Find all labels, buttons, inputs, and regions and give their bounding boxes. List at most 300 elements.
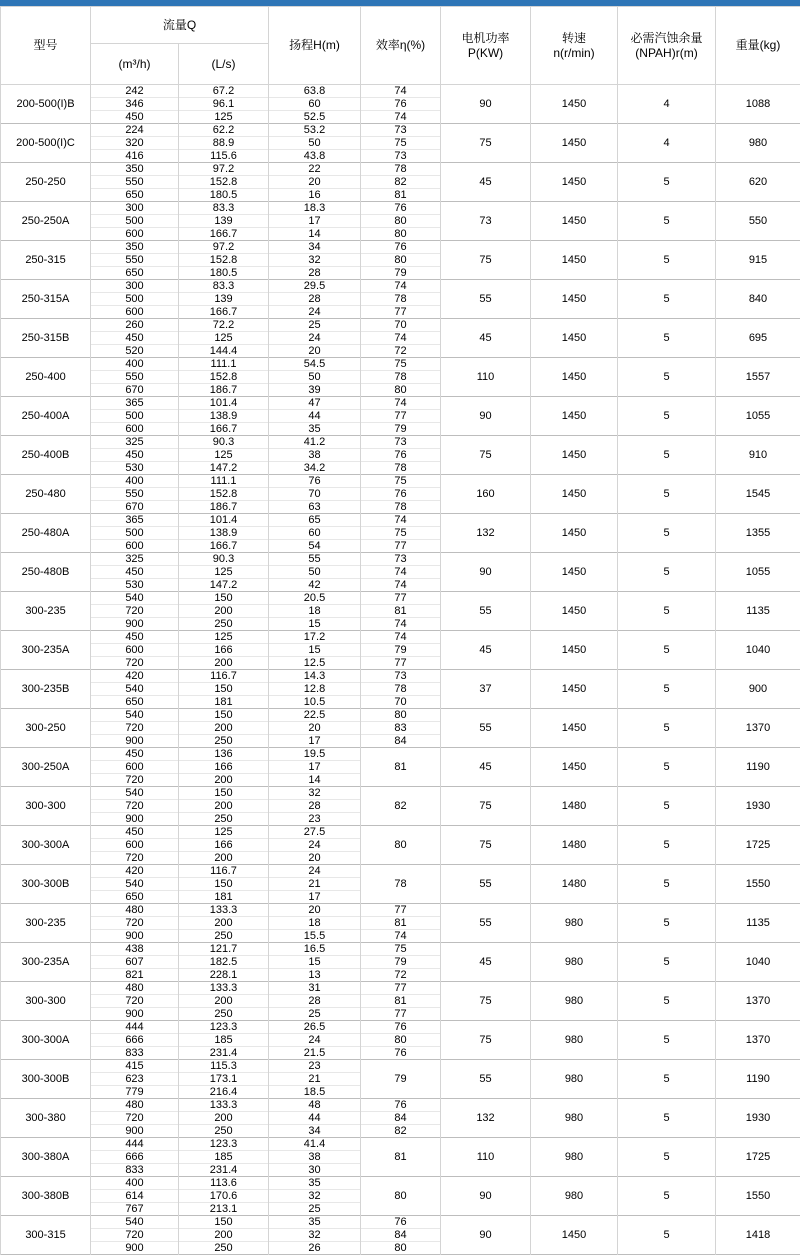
flow-ls-cell: 150 (179, 878, 269, 891)
head-cell: 12.5 (269, 657, 361, 670)
flow-ls-cell: 152.8 (179, 488, 269, 501)
flow-m3h-cell: 300 (91, 202, 179, 215)
table-header (1, 7, 800, 85)
head-cell: 50 (269, 566, 361, 579)
head-cell: 25 (269, 319, 361, 332)
power-cell: 132 (441, 514, 531, 553)
model-cell: 300-235 (1, 592, 91, 631)
flow-m3h-cell: 480 (91, 904, 179, 917)
flow-m3h-cell: 550 (91, 488, 179, 501)
flow-ls-cell: 200 (179, 774, 269, 787)
flow-m3h-cell: 720 (91, 852, 179, 865)
head-cell: 20 (269, 852, 361, 865)
speed-cell: 980 (531, 904, 618, 943)
flow-ls-cell: 231.4 (179, 1164, 269, 1177)
npsh-cell: 5 (618, 319, 716, 358)
head-cell: 22.5 (269, 709, 361, 722)
weight-cell: 840 (716, 280, 800, 319)
flow-m3h-cell: 550 (91, 254, 179, 267)
weight-cell: 1930 (716, 787, 800, 826)
flow-ls-cell: 111.1 (179, 475, 269, 488)
flow-m3h-cell: 767 (91, 1203, 179, 1216)
spec-row (1, 865, 800, 878)
npsh-cell: 5 (618, 514, 716, 553)
head-cell: 44 (269, 1112, 361, 1125)
flow-ls-cell: 200 (179, 1229, 269, 1242)
speed-cell: 1450 (531, 319, 618, 358)
efficiency-cell: 76 (361, 1047, 441, 1060)
flow-ls-cell: 166.7 (179, 228, 269, 241)
power-cell: 75 (441, 436, 531, 475)
flow-m3h-cell: 540 (91, 787, 179, 800)
efficiency-cell: 76 (361, 1099, 441, 1112)
npsh-cell: 4 (618, 124, 716, 163)
model-cell: 250-315A (1, 280, 91, 319)
efficiency-cell-merged: 80 (361, 826, 441, 865)
flow-ls-cell: 181 (179, 891, 269, 904)
speed-cell: 980 (531, 1021, 618, 1060)
flow-m3h-cell: 325 (91, 553, 179, 566)
spec-row (1, 553, 800, 566)
spec-row (1, 748, 800, 761)
efficiency-cell: 74 (361, 332, 441, 345)
head-cell: 25 (269, 1203, 361, 1216)
flow-ls-cell: 113.6 (179, 1177, 269, 1190)
npsh-cell: 5 (618, 709, 716, 748)
flow-m3h-cell: 365 (91, 397, 179, 410)
efficiency-cell: 80 (361, 1034, 441, 1047)
head-cell: 41.2 (269, 436, 361, 449)
npsh-cell: 4 (618, 85, 716, 124)
efficiency-cell: 77 (361, 657, 441, 670)
flow-m3h-cell: 600 (91, 228, 179, 241)
weight-cell: 620 (716, 163, 800, 202)
weight-cell: 915 (716, 241, 800, 280)
speed-cell: 1450 (531, 475, 618, 514)
weight-cell: 1930 (716, 1099, 800, 1138)
npsh-cell: 5 (618, 826, 716, 865)
efficiency-cell: 78 (361, 371, 441, 384)
speed-cell: 1450 (531, 709, 618, 748)
head-cell: 12.8 (269, 683, 361, 696)
model-cell: 300-300 (1, 982, 91, 1021)
head-cell: 30 (269, 1164, 361, 1177)
flow-ls-cell: 216.4 (179, 1086, 269, 1099)
weight-cell: 1725 (716, 826, 800, 865)
spec-row (1, 1060, 800, 1073)
head-cell: 31 (269, 982, 361, 995)
flow-ls-cell: 200 (179, 800, 269, 813)
head-cell: 52.5 (269, 111, 361, 124)
spec-row (1, 631, 800, 644)
weight-cell: 1370 (716, 982, 800, 1021)
head-cell: 22 (269, 163, 361, 176)
weight-cell: 1355 (716, 514, 800, 553)
flow-m3h-cell: 415 (91, 1060, 179, 1073)
efficiency-cell: 80 (361, 215, 441, 228)
efficiency-cell: 76 (361, 449, 441, 462)
speed-cell: 1480 (531, 826, 618, 865)
flow-ls-cell: 166 (179, 761, 269, 774)
flow-m3h-cell: 450 (91, 631, 179, 644)
flow-ls-cell: 121.7 (179, 943, 269, 956)
flow-ls-cell: 250 (179, 1242, 269, 1255)
flow-ls-cell: 125 (179, 566, 269, 579)
flow-m3h-cell: 400 (91, 475, 179, 488)
flow-ls-cell: 144.4 (179, 345, 269, 358)
head-cell: 17 (269, 215, 361, 228)
head-cell: 24 (269, 865, 361, 878)
efficiency-cell: 84 (361, 1112, 441, 1125)
flow-ls-cell: 250 (179, 813, 269, 826)
flow-m3h-cell: 480 (91, 982, 179, 995)
flow-ls-cell: 123.3 (179, 1021, 269, 1034)
head-cell: 23 (269, 1060, 361, 1073)
head-cell: 35 (269, 1216, 361, 1229)
spec-row (1, 436, 800, 449)
weight-cell: 1135 (716, 592, 800, 631)
head-cell: 17 (269, 761, 361, 774)
head-cell: 34.2 (269, 462, 361, 475)
flow-m3h-cell: 720 (91, 657, 179, 670)
weight-cell: 1055 (716, 553, 800, 592)
spec-row (1, 163, 800, 176)
head-cell: 20 (269, 904, 361, 917)
flow-m3h-cell: 350 (91, 241, 179, 254)
flow-ls-cell: 200 (179, 995, 269, 1008)
flow-ls-cell: 181 (179, 696, 269, 709)
efficiency-cell: 73 (361, 124, 441, 137)
flow-m3h-cell: 900 (91, 618, 179, 631)
flow-m3h-cell: 900 (91, 1125, 179, 1138)
head-cell: 15 (269, 644, 361, 657)
efficiency-cell-merged: 78 (361, 865, 441, 904)
speed-cell: 1450 (531, 1216, 618, 1255)
head-cell: 28 (269, 293, 361, 306)
head-cell: 44 (269, 410, 361, 423)
head-cell: 17 (269, 891, 361, 904)
flow-m3h-cell: 500 (91, 527, 179, 540)
flow-ls-cell: 67.2 (179, 85, 269, 98)
model-cell: 300-300B (1, 865, 91, 904)
speed-cell: 980 (531, 1177, 618, 1216)
head-cell: 18 (269, 605, 361, 618)
spec-row (1, 475, 800, 488)
flow-ls-cell: 97.2 (179, 163, 269, 176)
flow-ls-cell: 125 (179, 631, 269, 644)
flow-m3h-cell: 346 (91, 98, 179, 111)
efficiency-cell: 76 (361, 202, 441, 215)
head-cell: 24 (269, 306, 361, 319)
efficiency-cell: 83 (361, 722, 441, 735)
spec-row (1, 943, 800, 956)
head-cell: 60 (269, 527, 361, 540)
efficiency-cell: 74 (361, 618, 441, 631)
head-cell: 38 (269, 1151, 361, 1164)
head-cell: 55 (269, 553, 361, 566)
flow-m3h-cell: 260 (91, 319, 179, 332)
head-cell: 14 (269, 228, 361, 241)
power-cell: 132 (441, 1099, 531, 1138)
flow-m3h-cell: 444 (91, 1138, 179, 1151)
efficiency-cell: 74 (361, 579, 441, 592)
header-npsh-line2: (NPAH)r(m) (635, 45, 698, 60)
flow-ls-cell: 62.2 (179, 124, 269, 137)
speed-cell: 1480 (531, 787, 618, 826)
speed-cell: 1450 (531, 631, 618, 670)
header-npsh-line1: 必需汽蚀余量 (630, 30, 703, 45)
speed-cell: 1450 (531, 748, 618, 787)
flow-ls-cell: 101.4 (179, 514, 269, 527)
flow-ls-cell: 136 (179, 748, 269, 761)
header-weight: 重量(kg) (716, 7, 800, 85)
head-cell: 50 (269, 371, 361, 384)
efficiency-cell: 73 (361, 553, 441, 566)
header-power-line1: 电机功率 (461, 30, 510, 45)
flow-ls-cell: 186.7 (179, 384, 269, 397)
efficiency-cell: 73 (361, 436, 441, 449)
head-cell: 32 (269, 787, 361, 800)
header-npsh (618, 7, 716, 85)
head-cell: 18.5 (269, 1086, 361, 1099)
flow-m3h-cell: 444 (91, 1021, 179, 1034)
efficiency-cell: 80 (361, 1242, 441, 1255)
head-cell: 19.5 (269, 748, 361, 761)
model-cell: 250-400A (1, 397, 91, 436)
model-cell: 300-300A (1, 826, 91, 865)
flow-m3h-cell: 650 (91, 267, 179, 280)
efficiency-cell: 77 (361, 540, 441, 553)
efficiency-cell: 75 (361, 943, 441, 956)
flow-ls-cell: 250 (179, 930, 269, 943)
efficiency-cell-merged: 81 (361, 1138, 441, 1177)
model-cell: 300-250A (1, 748, 91, 787)
head-cell: 48 (269, 1099, 361, 1112)
efficiency-cell: 74 (361, 930, 441, 943)
flow-ls-cell: 152.8 (179, 254, 269, 267)
speed-cell: 980 (531, 1099, 618, 1138)
power-cell: 90 (441, 1216, 531, 1255)
npsh-cell: 5 (618, 202, 716, 241)
flow-m3h-cell: 438 (91, 943, 179, 956)
speed-cell: 1450 (531, 85, 618, 124)
flow-m3h-cell: 623 (91, 1073, 179, 1086)
flow-ls-cell: 250 (179, 735, 269, 748)
flow-m3h-cell: 500 (91, 293, 179, 306)
flow-ls-cell: 228.1 (179, 969, 269, 982)
power-cell: 45 (441, 163, 531, 202)
efficiency-cell: 74 (361, 514, 441, 527)
head-cell: 20 (269, 176, 361, 189)
flow-m3h-cell: 480 (91, 1099, 179, 1112)
speed-cell: 1450 (531, 163, 618, 202)
spec-row (1, 358, 800, 371)
efficiency-cell: 78 (361, 163, 441, 176)
flow-ls-cell: 150 (179, 709, 269, 722)
flow-m3h-cell: 500 (91, 410, 179, 423)
flow-ls-cell: 133.3 (179, 1099, 269, 1112)
weight-cell: 910 (716, 436, 800, 475)
flow-m3h-cell: 520 (91, 345, 179, 358)
head-cell: 17 (269, 735, 361, 748)
flow-m3h-cell: 650 (91, 696, 179, 709)
flow-m3h-cell: 614 (91, 1190, 179, 1203)
flow-ls-cell: 97.2 (179, 241, 269, 254)
head-cell: 35 (269, 1177, 361, 1190)
flow-m3h-cell: 900 (91, 1008, 179, 1021)
header-head: 扬程H(m) (269, 7, 361, 85)
npsh-cell: 5 (618, 163, 716, 202)
head-cell: 34 (269, 1125, 361, 1138)
pump-spec-table (0, 6, 800, 1255)
npsh-cell: 5 (618, 1138, 716, 1177)
head-cell: 16 (269, 189, 361, 202)
head-cell: 42 (269, 579, 361, 592)
flow-m3h-cell: 400 (91, 1177, 179, 1190)
model-cell: 250-400 (1, 358, 91, 397)
head-cell: 20.5 (269, 592, 361, 605)
head-cell: 63.8 (269, 85, 361, 98)
flow-ls-cell: 166 (179, 644, 269, 657)
efficiency-cell: 74 (361, 631, 441, 644)
efficiency-cell: 80 (361, 254, 441, 267)
spec-row (1, 85, 800, 98)
model-cell: 300-380 (1, 1099, 91, 1138)
flow-ls-cell: 185 (179, 1151, 269, 1164)
weight-cell: 1370 (716, 709, 800, 748)
efficiency-cell: 75 (361, 527, 441, 540)
weight-cell: 1550 (716, 1177, 800, 1216)
efficiency-cell: 77 (361, 306, 441, 319)
model-cell: 300-380A (1, 1138, 91, 1177)
efficiency-cell: 82 (361, 1125, 441, 1138)
flow-m3h-cell: 416 (91, 150, 179, 163)
spec-row (1, 982, 800, 995)
flow-ls-cell: 125 (179, 111, 269, 124)
header-power-line2: P(KW) (467, 45, 504, 60)
model-cell: 300-300B (1, 1060, 91, 1099)
power-cell: 90 (441, 553, 531, 592)
power-cell: 110 (441, 1138, 531, 1177)
head-cell: 10.5 (269, 696, 361, 709)
flow-m3h-cell: 600 (91, 540, 179, 553)
flow-ls-cell: 250 (179, 1008, 269, 1021)
flow-ls-cell: 138.9 (179, 527, 269, 540)
flow-m3h-cell: 350 (91, 163, 179, 176)
weight-cell: 1550 (716, 865, 800, 904)
efficiency-cell: 80 (361, 709, 441, 722)
weight-cell: 1040 (716, 631, 800, 670)
model-cell: 250-480A (1, 514, 91, 553)
efficiency-cell: 72 (361, 345, 441, 358)
spec-row (1, 514, 800, 527)
header-speed-line2: n(r/min) (553, 45, 595, 60)
model-cell: 250-250 (1, 163, 91, 202)
flow-ls-cell: 88.9 (179, 137, 269, 150)
flow-ls-cell: 150 (179, 592, 269, 605)
header-efficiency: 效率η(%) (361, 7, 441, 85)
weight-cell: 1040 (716, 943, 800, 982)
flow-ls-cell: 116.7 (179, 670, 269, 683)
spec-row (1, 904, 800, 917)
flow-ls-cell: 173.1 (179, 1073, 269, 1086)
header-flow-ls: (L/s) (179, 44, 269, 85)
flow-ls-cell: 200 (179, 657, 269, 670)
head-cell: 47 (269, 397, 361, 410)
spec-row (1, 1138, 800, 1151)
flow-m3h-cell: 650 (91, 891, 179, 904)
efficiency-cell: 79 (361, 267, 441, 280)
efficiency-cell-merged: 81 (361, 748, 441, 787)
power-cell: 55 (441, 904, 531, 943)
speed-cell: 1450 (531, 241, 618, 280)
flow-m3h-cell: 650 (91, 189, 179, 202)
flow-ls-cell: 133.3 (179, 904, 269, 917)
head-cell: 39 (269, 384, 361, 397)
head-cell: 15.5 (269, 930, 361, 943)
spec-row (1, 202, 800, 215)
speed-cell: 1450 (531, 397, 618, 436)
efficiency-cell: 70 (361, 696, 441, 709)
flow-m3h-cell: 365 (91, 514, 179, 527)
header-speed (531, 7, 618, 85)
weight-cell: 1088 (716, 85, 800, 124)
head-cell: 54.5 (269, 358, 361, 371)
head-cell: 28 (269, 800, 361, 813)
head-cell: 41.4 (269, 1138, 361, 1151)
flow-ls-cell: 139 (179, 215, 269, 228)
efficiency-cell: 78 (361, 462, 441, 475)
efficiency-cell: 77 (361, 1008, 441, 1021)
flow-m3h-cell: 530 (91, 579, 179, 592)
efficiency-cell: 79 (361, 423, 441, 436)
efficiency-cell: 78 (361, 293, 441, 306)
head-cell: 35 (269, 423, 361, 436)
head-cell: 21 (269, 878, 361, 891)
efficiency-cell: 81 (361, 189, 441, 202)
flow-m3h-cell: 600 (91, 423, 179, 436)
npsh-cell: 5 (618, 436, 716, 475)
speed-cell: 1480 (531, 865, 618, 904)
head-cell: 43.8 (269, 150, 361, 163)
power-cell: 75 (441, 826, 531, 865)
weight-cell: 1190 (716, 748, 800, 787)
flow-m3h-cell: 720 (91, 917, 179, 930)
weight-cell: 1190 (716, 1060, 800, 1099)
model-cell: 250-480B (1, 553, 91, 592)
efficiency-cell: 74 (361, 566, 441, 579)
efficiency-cell: 79 (361, 956, 441, 969)
head-cell: 27.5 (269, 826, 361, 839)
flow-ls-cell: 170.6 (179, 1190, 269, 1203)
flow-m3h-cell: 540 (91, 709, 179, 722)
flow-ls-cell: 166.7 (179, 306, 269, 319)
flow-ls-cell: 250 (179, 1125, 269, 1138)
flow-m3h-cell: 600 (91, 306, 179, 319)
head-cell: 32 (269, 1190, 361, 1203)
speed-cell: 1450 (531, 670, 618, 709)
spec-row (1, 319, 800, 332)
efficiency-cell: 77 (361, 904, 441, 917)
flow-m3h-cell: 325 (91, 436, 179, 449)
head-cell: 24 (269, 839, 361, 852)
flow-ls-cell: 213.1 (179, 1203, 269, 1216)
spec-row (1, 1177, 800, 1190)
head-cell: 21.5 (269, 1047, 361, 1060)
head-cell: 15 (269, 956, 361, 969)
flow-m3h-cell: 720 (91, 800, 179, 813)
head-cell: 70 (269, 488, 361, 501)
